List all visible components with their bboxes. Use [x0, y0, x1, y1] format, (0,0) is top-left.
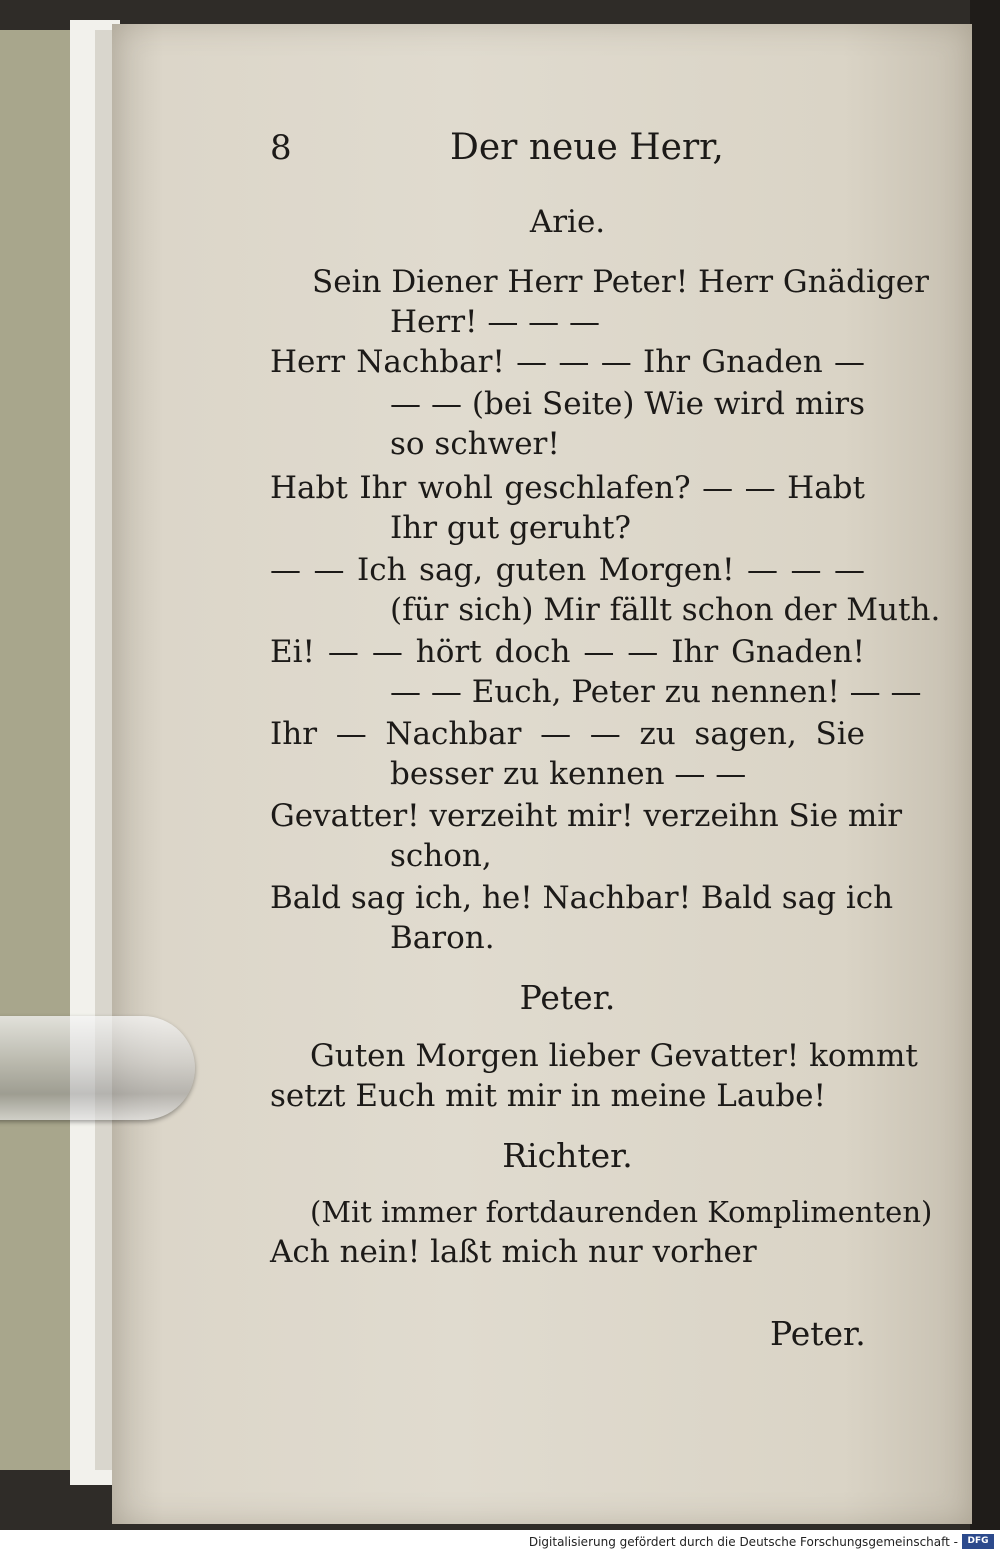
- aria-line: so schwer!: [390, 426, 560, 462]
- aria-line: Herr Nachbar! — — — Ihr Gnaden —: [270, 344, 865, 380]
- stage-direction: (Mit immer fortdaurenden Komplimenten): [310, 1195, 933, 1229]
- speaker-heading-richter: Richter.: [502, 1136, 633, 1175]
- aria-line: besser zu kennen — —: [390, 756, 747, 792]
- aria-line: schon,: [390, 838, 492, 874]
- aria-line: — — (bei Seite) Wie wird mirs: [390, 386, 865, 422]
- dialogue-line: Guten Morgen lieber Gevatter! kommt: [310, 1038, 918, 1074]
- background-dark-edge: [970, 0, 1000, 1553]
- aria-line: Baron.: [390, 920, 495, 956]
- aria-heading: Arie.: [529, 204, 606, 240]
- background-olive-band: [0, 30, 80, 1470]
- aria-line: — — Euch, Peter zu nennen! — —: [390, 674, 922, 710]
- catchword: Peter.: [770, 1314, 866, 1353]
- speaker-heading-peter: Peter.: [519, 978, 616, 1017]
- aria-line: — — Ich sag, guten Morgen! — — —: [270, 552, 865, 588]
- aria-line: Bald sag ich, he! Nachbar! Bald sag ich: [270, 880, 894, 916]
- dialogue-line: setzt Euch mit mir in meine Laube!: [270, 1078, 826, 1114]
- aria-line: (für sich) Mir fällt schon der Muth.: [390, 592, 941, 628]
- aria-line: Herr! — — —: [390, 304, 601, 340]
- footer-credit: Digitalisierung gefördert durch die Deutsche Forschungsgemeinschaft -: [528, 1535, 958, 1549]
- running-title: Der neue Herr,: [450, 127, 724, 168]
- page-number: 8: [270, 128, 292, 168]
- aria-line: Ihr — Nachbar — — zu sagen, Sie: [270, 716, 865, 752]
- aria-line: Ei! — — hört doch — — Ihr Gnaden!: [270, 634, 865, 670]
- aria-line: Ihr gut geruht?: [390, 510, 632, 546]
- aria-line: Gevatter! verzeiht mir! verzeihn Sie mir: [270, 798, 903, 834]
- dfg-logo-icon: DFG: [962, 1534, 994, 1549]
- aria-line: Sein Diener Herr Peter! Herr Gnädiger: [312, 264, 929, 300]
- glass-page-holder: [0, 1016, 195, 1120]
- aria-line: Habt Ihr wohl geschlafen? — — Habt: [270, 470, 865, 506]
- dialogue-line: Ach nein! laßt mich nur vorher: [270, 1234, 757, 1270]
